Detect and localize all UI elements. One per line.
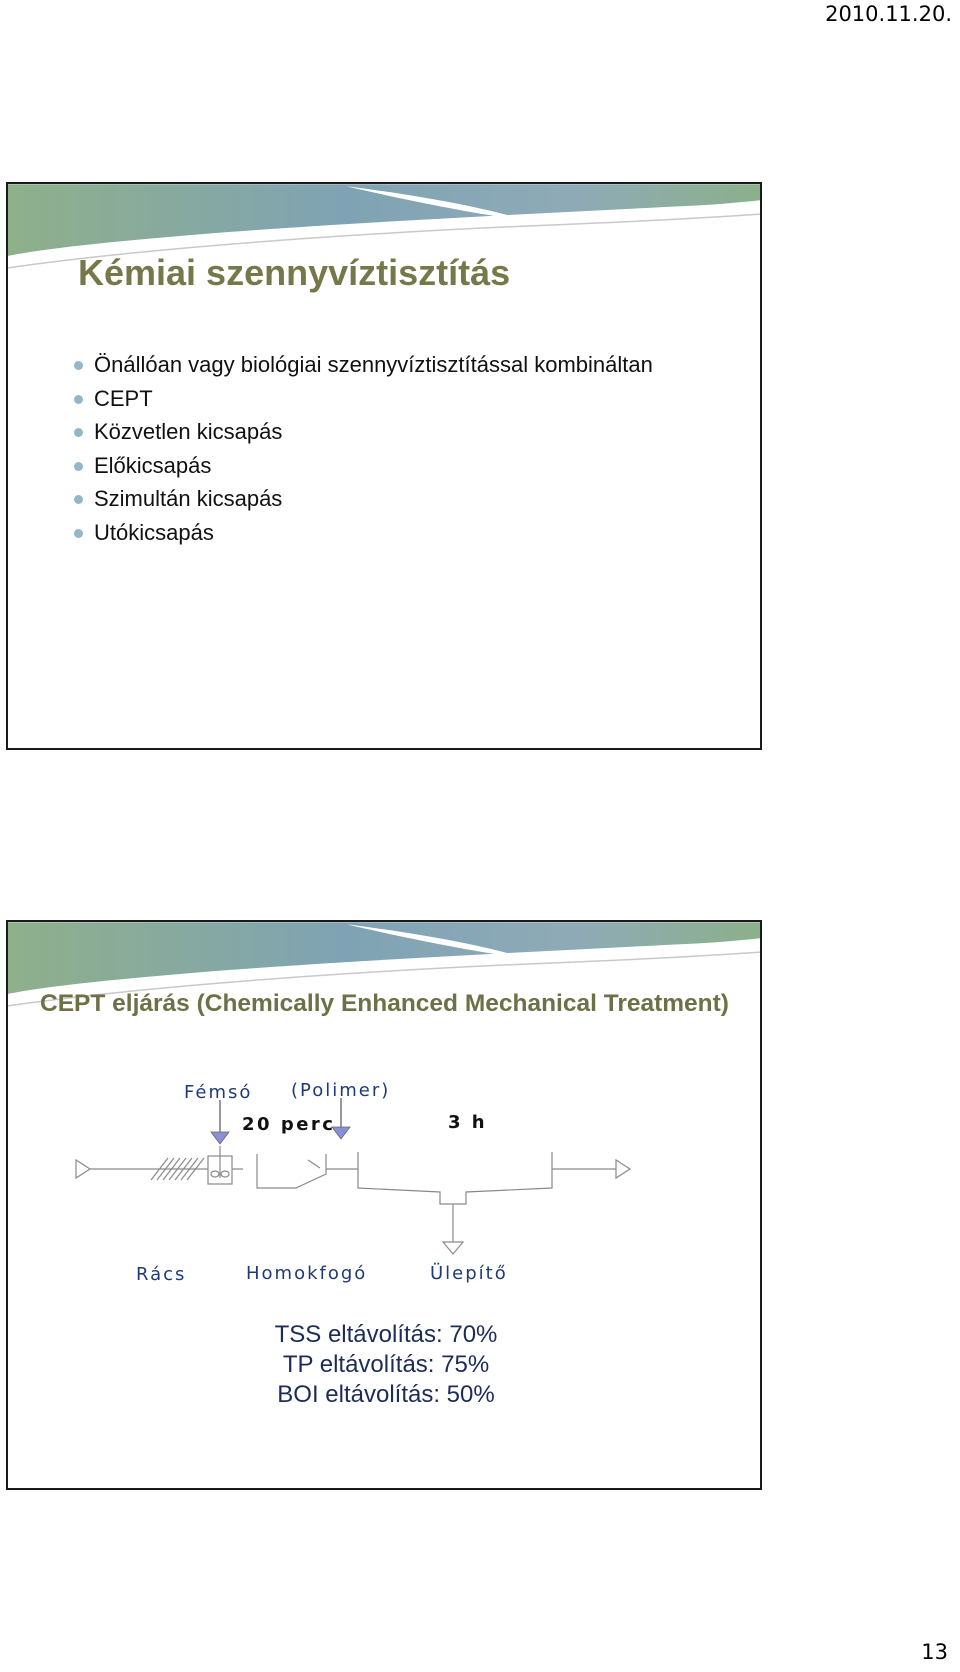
slide-kemiai-szennyviztisztitas xyxy=(6,182,762,750)
bullet-dot-icon xyxy=(74,428,83,437)
bullet-dot-icon xyxy=(74,495,83,504)
page-number: 13 xyxy=(921,1640,948,1664)
residence-time-label: 3 h xyxy=(448,1112,488,1133)
mixer-tank-icon xyxy=(208,1146,232,1184)
unit-label-racs: Rács xyxy=(136,1264,187,1285)
bullet-text: Utókicsapás xyxy=(94,519,214,545)
unit-label-ulepito: Ülepítő xyxy=(430,1263,508,1284)
bullet-text: Közvetlen kicsapás xyxy=(94,419,283,444)
slide-title: CEPT eljárás (Chemically Enhanced Mechanical Treatment) xyxy=(40,990,729,1017)
bullet-text: CEPT xyxy=(94,385,153,411)
bullet-list xyxy=(74,348,653,549)
bullet-item xyxy=(74,348,653,382)
unit-label-homokfogo: Homokfogó xyxy=(246,1263,368,1284)
inlet-arrow-icon xyxy=(76,1160,90,1178)
bullet-text: Előkicsapás xyxy=(94,452,212,478)
settling-tank-icon xyxy=(358,1152,552,1204)
removal-results xyxy=(8,1320,762,1410)
bullet-item xyxy=(74,415,653,449)
residence-time-label: 20 perc xyxy=(242,1114,336,1135)
bullet-text: Önállóan vagy biológiai szennyvíztisztítással kombináltan xyxy=(94,352,653,377)
bullet-dot-icon xyxy=(74,529,83,538)
grit-chamber-icon xyxy=(257,1154,326,1188)
sludge-drain-icon xyxy=(443,1242,463,1254)
slide-cept-eljaras xyxy=(6,920,762,1490)
bullet-dot-icon xyxy=(74,395,83,404)
bullet-text: Szimultán kicsapás xyxy=(94,486,283,511)
removal-result-line: TSS eltávolítás: 70% xyxy=(274,1321,498,1348)
outlet-arrow-icon xyxy=(616,1160,630,1178)
bullet-dot-icon xyxy=(74,462,83,471)
page-date: 2010.11.20. xyxy=(825,2,952,26)
removal-result-line: BOI eltávolítás: 50% xyxy=(277,1381,495,1408)
slide-title: Kémiai szennyvíztisztítás xyxy=(78,252,511,293)
bullet-item xyxy=(74,449,653,483)
removal-result-line: TP eltávolítás: 75% xyxy=(282,1351,490,1378)
screen-rack-icon xyxy=(151,1158,204,1180)
dosing-label-polimer: (Polimer) xyxy=(291,1080,391,1101)
bullet-dot-icon xyxy=(74,361,83,370)
dosing-label-femso: Fémsó xyxy=(184,1082,253,1103)
bullet-item xyxy=(74,482,653,516)
dosing-arrow-icon xyxy=(211,1132,229,1144)
bullet-item xyxy=(74,382,653,416)
bullet-item xyxy=(74,516,653,550)
